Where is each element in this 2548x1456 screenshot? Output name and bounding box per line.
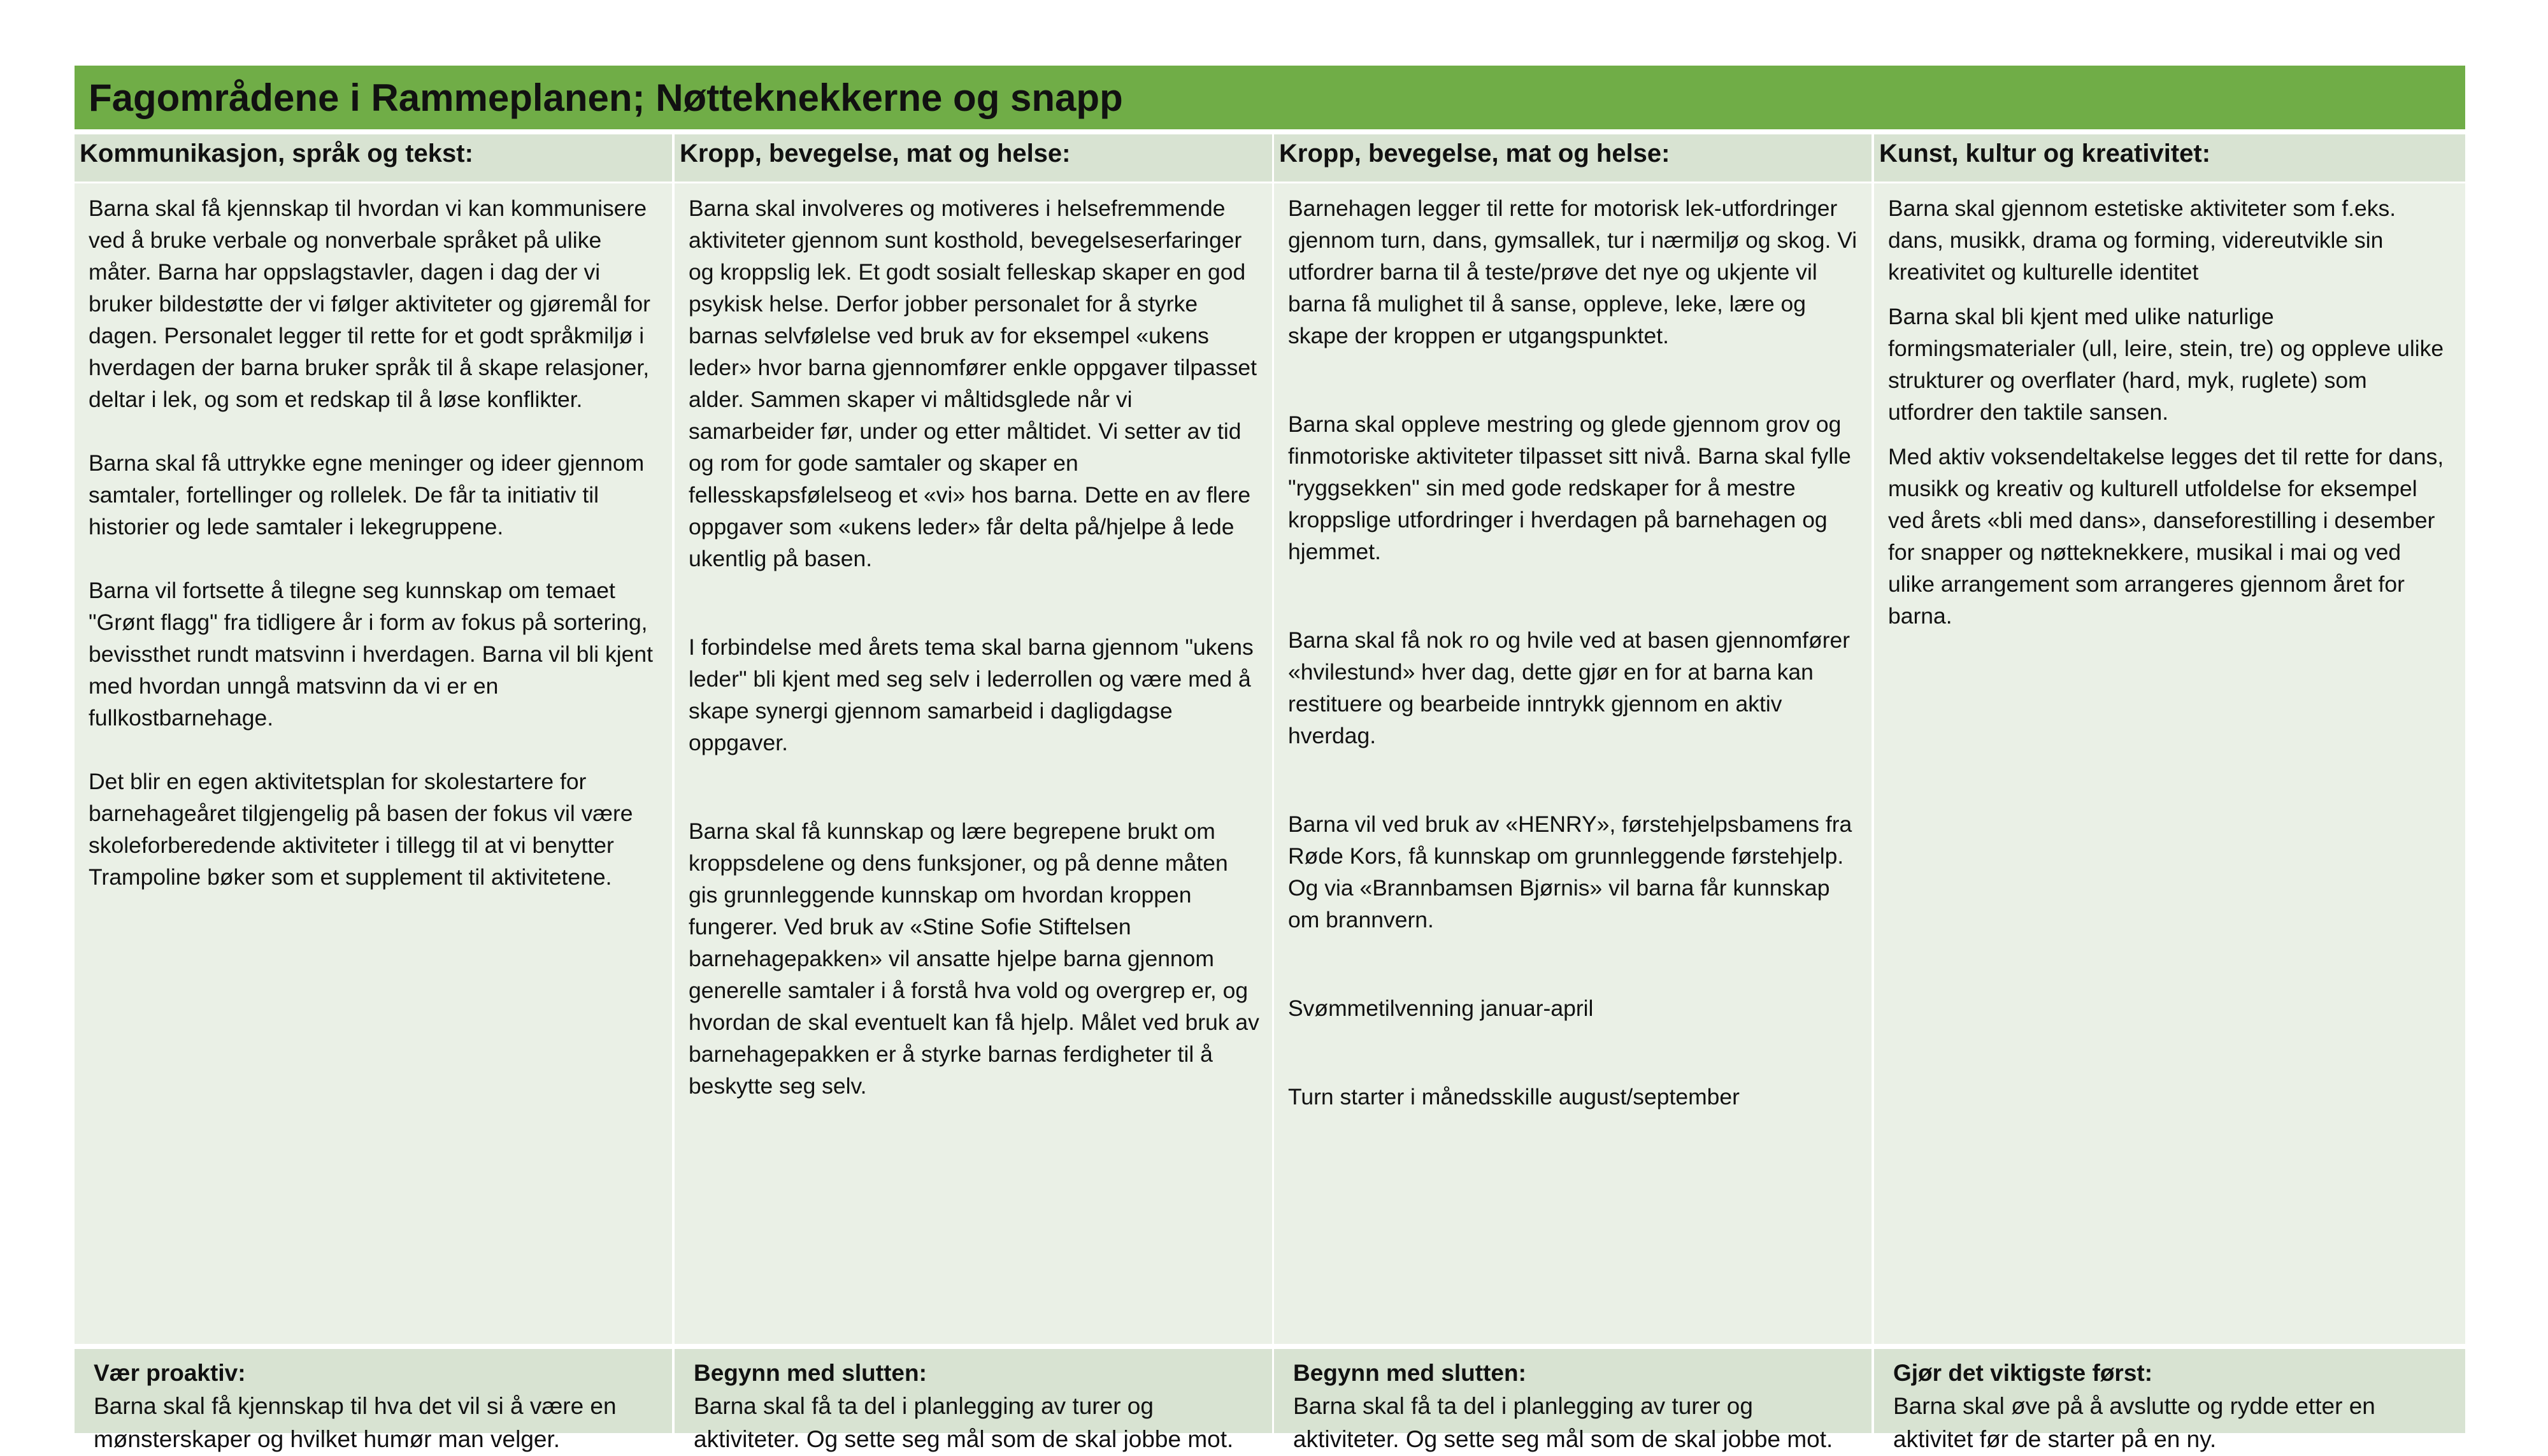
paragraph: Turn starter i månedsskille august/september bbox=[1288, 1084, 1740, 1110]
column-header-kunst: Kunst, kultur og kreativitet: bbox=[1874, 134, 2465, 182]
footer-heading: Begynn med slutten: bbox=[694, 1360, 927, 1386]
paragraph: Barna skal få nok ro og hvile ved at basen gjennomfører «hvilestund» hver dag, dette gjør en for at barna kan restituere og bearbeide inntrykk gjennom en aktiv hverdag. bbox=[1288, 627, 1850, 748]
paragraph: Svømmetilvenning januar-april bbox=[1288, 996, 1594, 1021]
paragraph: I forbindelse med årets tema skal barna gjennom "ukens leder" bli kjent med seg selv i lederrollen og være med å skape synergi gjennom samarbeid i dagligdagse oppgaver. bbox=[689, 634, 1254, 755]
page-title: Fagområdene i Rammeplanen; Nøtteknekkerne og snapp bbox=[75, 66, 2465, 129]
paragraph: Barna skal bli kjent med ulike naturlige formingsmaterialer (ull, leire, stein, tre) og oppleve ulike strukturer og overflater (hard, myk, ruglete) som utfordrer den taktile sansen. bbox=[1888, 304, 2444, 425]
footer-heading: Begynn med slutten: bbox=[1293, 1360, 1526, 1386]
column-body-kommunikasjon bbox=[75, 183, 672, 1344]
column-footer-kunst bbox=[1874, 1349, 2465, 1452]
paragraph: Barna vil ved bruk av «HENRY», førstehjelpsbamens fra Røde Kors, få kunnskap om grunnleggende førstehjelp. Og via «Brannbamsen Bjørnis» vil barna får kunnskap om brannvern. bbox=[1288, 811, 1852, 932]
footer-heading: Gjør det viktigste først: bbox=[1893, 1360, 2153, 1386]
column-header-kropp-1: Kropp, bevegelse, mat og helse: bbox=[675, 134, 1272, 182]
column-footer-kommunikasjon bbox=[75, 1349, 672, 1452]
column-body-kropp-1 bbox=[675, 183, 1272, 1344]
footer-text: Barna skal få kjennskap til hva det vil si å være en mønsterskaper og hvilket humør man velger. bbox=[94, 1393, 617, 1452]
footer-text: Barna skal øve på å avslutte og rydde etter en aktivitet før de starter på en ny. bbox=[1893, 1393, 2375, 1452]
paragraph: Det blir en egen aktivitetsplan for skolestartere for barnehageåret tilgjengelig på basen der fokus vil være skoleforberedende aktiviteter i tillegg til at vi benytter Trampoline bøker som et supplement til aktivitetene. bbox=[89, 769, 633, 890]
footer-text: Barna skal få ta del i planlegging av turer og aktiviteter. Og sette seg mål som de skal jobbe mot. bbox=[694, 1393, 1234, 1452]
column-header-kropp-2: Kropp, bevegelse, mat og helse: bbox=[1274, 134, 1872, 182]
column-body-kropp-2 bbox=[1274, 183, 1872, 1344]
column-body-kunst bbox=[1874, 183, 2465, 1344]
paragraph: Barna skal gjennom estetiske aktiviteter som f.eks. dans, musikk, drama og forming, videreutvikle sin kreativitet og kulturelle identitet bbox=[1888, 196, 2396, 285]
paragraph: Barnehagen legger til rette for motorisk lek-utfordringer gjennom turn, dans, gymsallek, tur i nærmiljø og skog. Vi utfordrer barna til å teste/prøve det nye og ukjente vil barna få mulighet til å sanse, oppleve, leke, lære og skape der kroppen er utgangspunktet. bbox=[1288, 196, 1857, 348]
paragraph: Barna skal involveres og motiveres i helsefremmende aktiviteter gjennom sunt kosthold, bevegelseserfaringer og kroppslig lek. Et godt sosialt felleskap skaper en god psykisk helse. Derfor jobber personalet for å styrke barnas selvfølelse ved bruk av for eksempel «ukens leder» hvor barna gjennomfører enkle oppgaver tilpasset alder. Sammen skaper vi måltidsglede når vi samarbeider før, under og etter måltidet. Vi setter av tid og rom for gode samtaler og skaper en fellesskapsfølelseog et «vi» hos barna. Dette en av flere oppgaver som «ukens leder» får delta på/hjelpe å lede ukentlig på basen. bbox=[689, 196, 1257, 571]
column-footer-kropp-1 bbox=[675, 1349, 1272, 1452]
paragraph: Med aktiv voksendeltakelse legges det til rette for dans, musikk og kreativ og kulturell utfoldelse for eksempel ved årets «bli med dans», danseforestilling i desember for snapper og nøtteknekkere, musikal i mai og ved ulike arrangement som arrangeres gjennom året for barna. bbox=[1888, 444, 2444, 629]
footer-text: Barna skal få ta del i planlegging av turer og aktiviteter. Og sette seg mål som de skal jobbe mot. bbox=[1293, 1393, 1833, 1452]
paragraph: Barna skal få kunnskap og lære begrepene brukt om kroppsdelene og dens funksjoner, og på denne måten gis grunnleggende kunnskap om hvordan kroppen fungerer. Ved bruk av «Stine Sofie Stiftelsen barnehagepakken» vil ansatte hjelpe barna gjennom generelle samtaler i å forstå hva vold og overgrep er, og hvordan de skal eventuelt kan få hjelp. Målet ved bruk av barnehagepakken er å styrke barnas ferdigheter til å beskytte seg selv. bbox=[689, 818, 1259, 1099]
column-header-kommunikasjon: Kommunikasjon, språk og tekst: bbox=[75, 134, 672, 182]
column-footer-kropp-2 bbox=[1274, 1349, 1872, 1452]
paragraph: Barna vil fortsette å tilegne seg kunnskap om temaet "Grønt flagg" fra tidligere år i form av fokus på sortering, bevissthet rundt matsvinn i hverdagen. Barna vil bli kjent med hvordan unngå matsvinn da vi er en fullkostbarnehage. bbox=[89, 578, 653, 731]
footer-heading: Vær proaktiv: bbox=[94, 1360, 246, 1386]
paragraph: Barna skal få kjennskap til hvordan vi kan kommunisere ved å bruke verbale og nonverbale språket på ulike måter. Barna har oppslagstavler, dagen i dag der vi bruker bildestøtte der vi følger aktiviteter og gjøremål for dagen. Personalet legger til rette for et godt språkmiljø i hverdagen der barna bruker språk til å skape relasjoner, deltar i lek, og som et redskap til å løse konflikter. bbox=[89, 196, 650, 412]
paragraph: Barna skal få uttrykke egne meninger og ideer gjennom samtaler, fortellinger og rollelek. De får ta initiativ til historier og lede samtaler i lekegruppene. bbox=[89, 450, 645, 539]
paragraph: Barna skal oppleve mestring og glede gjennom grov og finmotoriske aktiviteter tilpasset sitt nivå. Barna skal fylle "ryggsekken" sin med gode redskaper for å mestre kroppslige utfordringer i hverdagen på barnehagen og hjemmet. bbox=[1288, 411, 1851, 564]
